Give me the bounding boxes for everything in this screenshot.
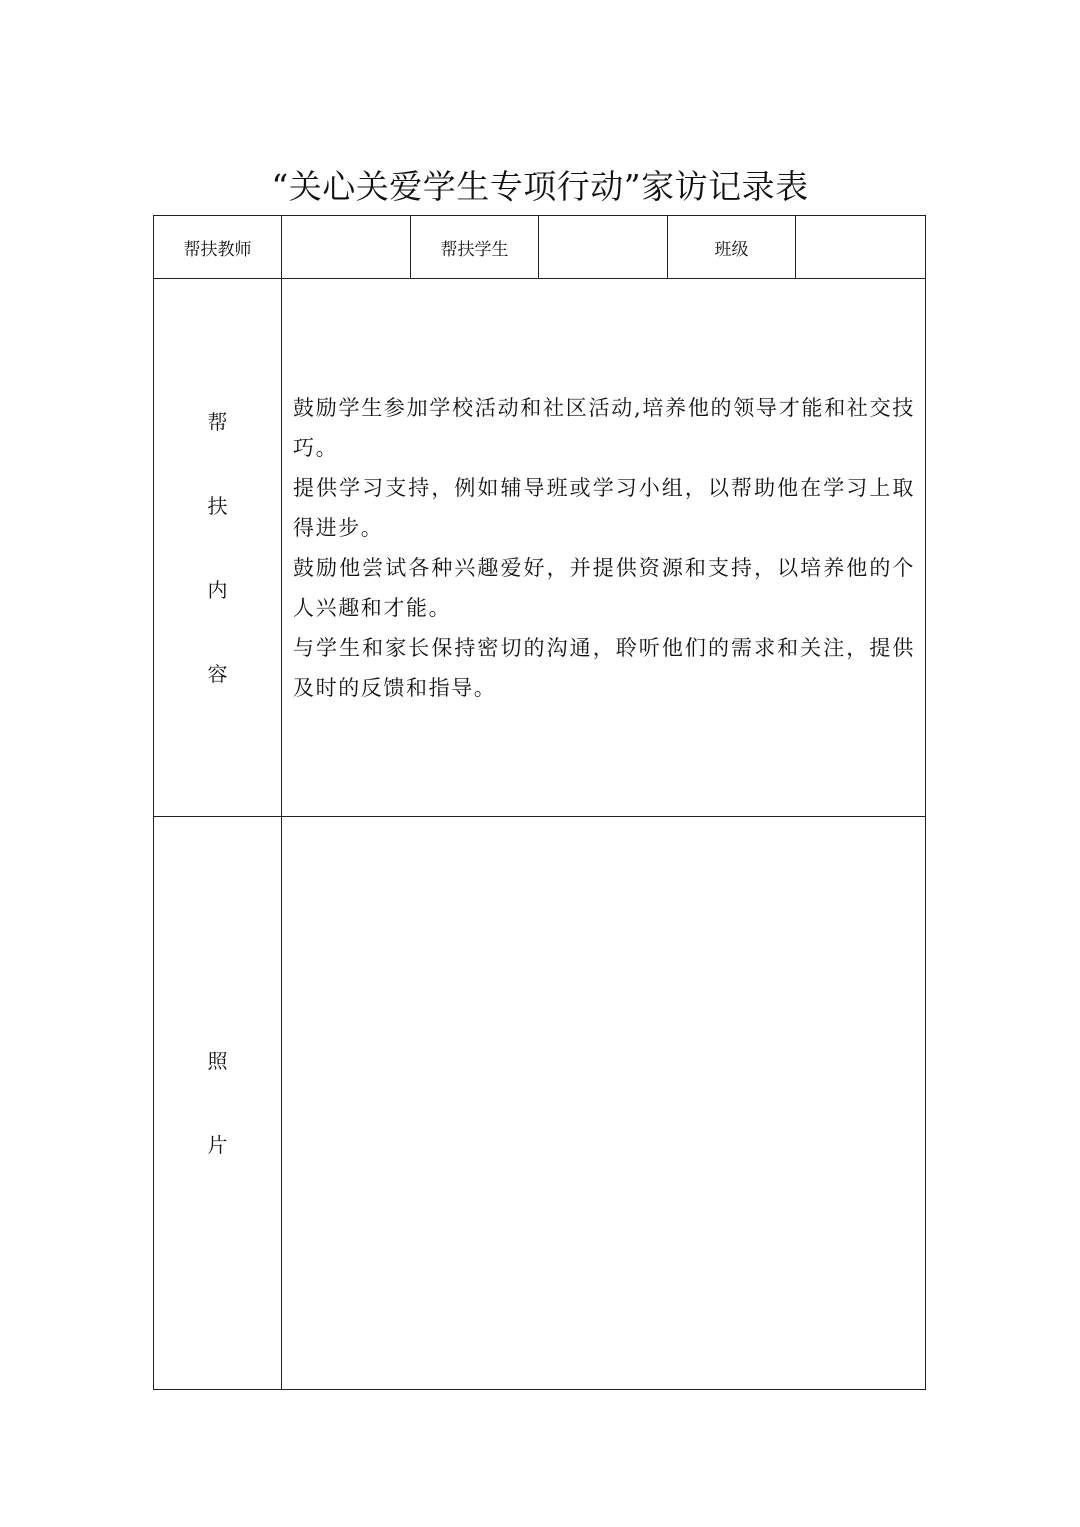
form-title: “关心关爱学生专项行动”家访记录表: [271, 167, 809, 206]
content-label-char: 扶: [207, 493, 228, 518]
student-value-field[interactable]: [539, 216, 668, 279]
student-label: 帮扶学生: [411, 216, 539, 279]
content-row: [154, 279, 926, 817]
photo-label-char: 照: [207, 1049, 228, 1073]
photo-label-char: 片: [207, 1133, 228, 1157]
content-paragraph: 提供学习支持，例如辅导班或学习小组，以帮助他在学习上取得进步。: [293, 475, 915, 540]
content-paragraph: 鼓励他尝试各种兴趣爱好，并提供资源和支持，以培养他的个人兴趣和才能。: [293, 555, 915, 620]
class-value-field[interactable]: [796, 216, 926, 279]
content-label-char: 帮: [207, 409, 228, 434]
content-paragraph: 与学生和家长保持密切的沟通，聆听他们的需求和关注，提供及时的反馈和指导。: [293, 635, 915, 700]
content-paragraph: 鼓励学生参加学校活动和社区活动,培养他的领导才能和社交技巧。: [293, 395, 915, 460]
content-section-label: [154, 279, 282, 817]
photo-row: [154, 817, 926, 1390]
teacher-label: 帮扶教师: [154, 216, 282, 279]
content-label-char: 内: [207, 577, 228, 602]
assistance-content-cell[interactable]: [282, 279, 926, 817]
class-label: 班级: [668, 216, 796, 279]
photo-area[interactable]: [282, 817, 926, 1390]
header-row: [154, 216, 926, 279]
content-label-char: 容: [207, 661, 228, 686]
photo-section-label: [154, 817, 282, 1390]
home-visit-record-form: [153, 215, 926, 1390]
teacher-value-field[interactable]: [282, 216, 411, 279]
